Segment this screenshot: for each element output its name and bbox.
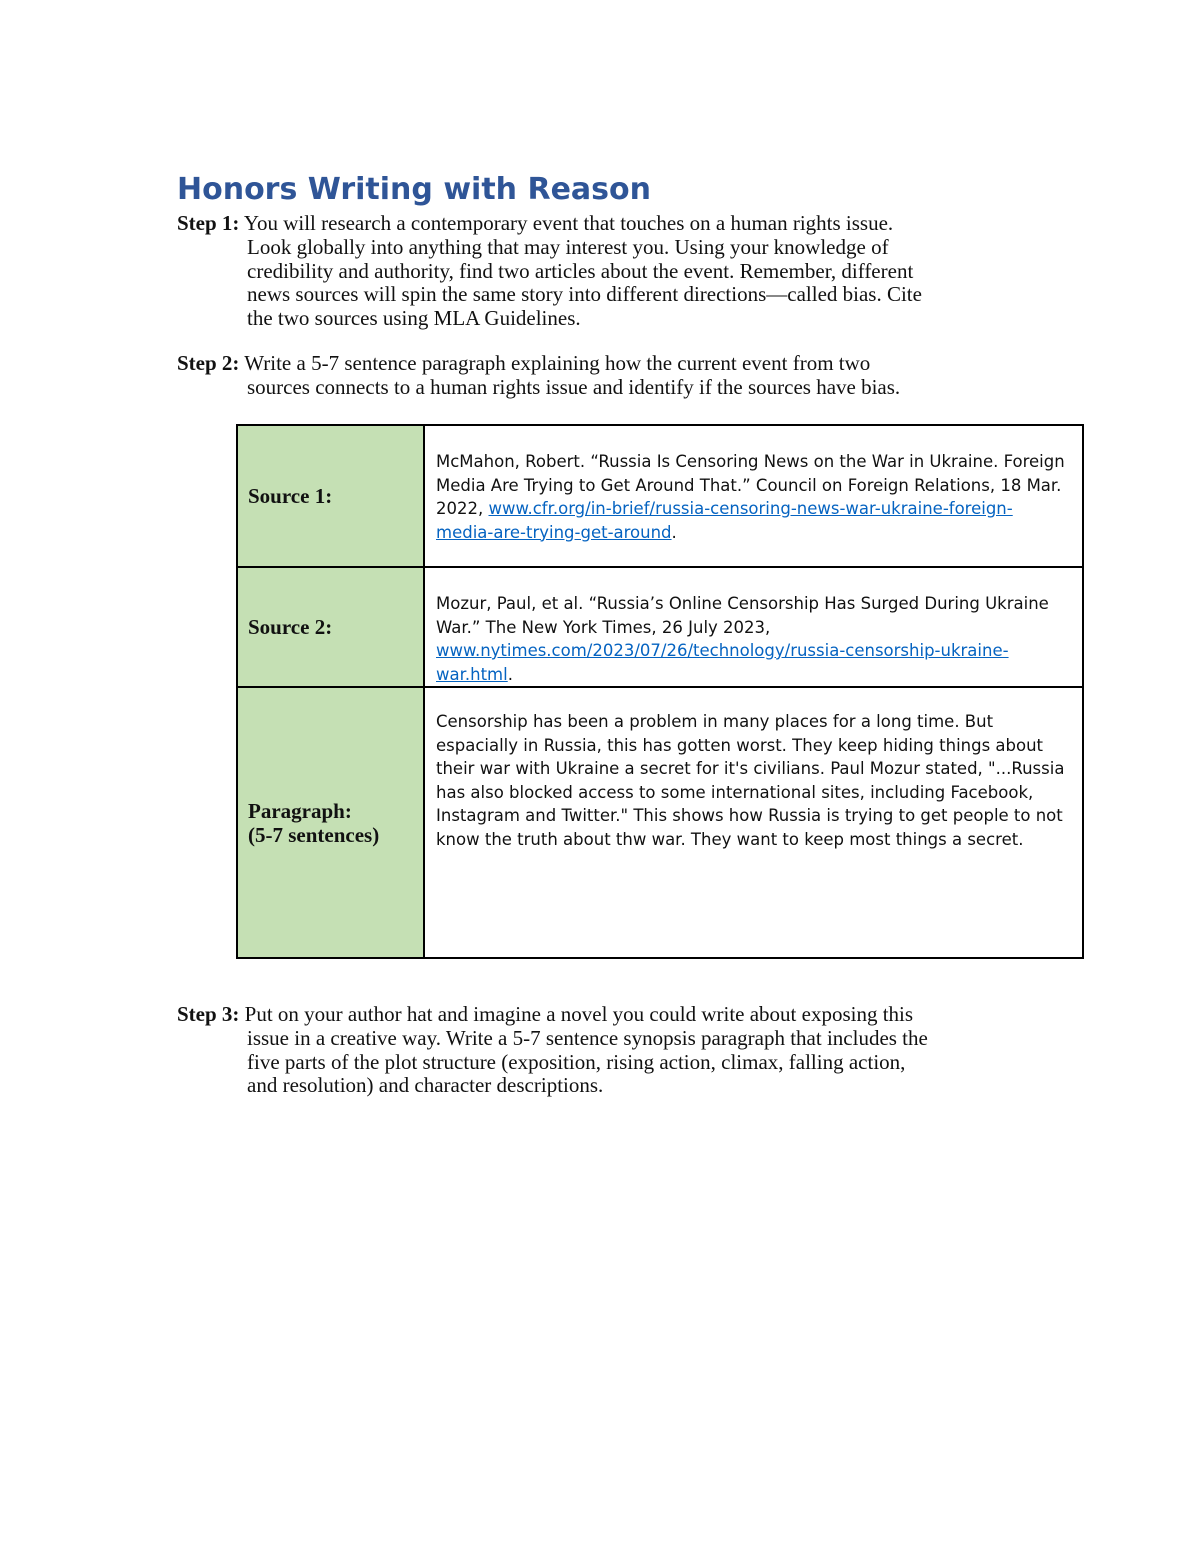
source-2-label: Source 2: — [237, 567, 424, 687]
step-1-line-4: news sources will spin the same story into different directions—called bias. Cite — [247, 282, 922, 307]
source-2-period: . — [507, 664, 513, 684]
source-2-citation — [424, 567, 1083, 687]
page-title: Honors Writing with Reason — [177, 172, 651, 207]
source-1-link[interactable]: www.cfr.org/in-brief/russia-censoring-news-war-ukraine-foreign-media-are-trying-get-around — [436, 499, 1013, 542]
source-2-link[interactable]: www.nytimes.com/2023/07/26/technology/russia-censorship-ukraine-war.html — [436, 641, 1009, 684]
paragraph-text[interactable]: Censorship has been a problem in many places for a long time. But espacially in Russia, this has gotten worst. They keep hiding things about their war with Ukraine a secret for it's civilians. Paul Mozur stated, "...Russia has also blocked access to some international sites, including Facebook, Instagram and Twitter." This shows how Russia is trying to get people to not know the truth about thw war. They want to keep most things a secret. — [424, 687, 1083, 958]
source-2-text: Mozur, Paul, et al. “Russia’s Online Censorship Has Surged During Ukraine War.” The New York Times, 26 July 2023, — [436, 594, 1049, 637]
table-row-paragraph — [237, 687, 1083, 958]
step-2-label: Step 2: — [177, 351, 240, 375]
source-1-period: . — [671, 522, 677, 542]
paragraph-label-line-1: Paragraph: — [248, 798, 352, 823]
step-1-label: Step 1: — [177, 211, 240, 235]
sources-table — [236, 424, 1084, 959]
step-3-line-2: issue in a creative way. Write a 5-7 sentence synopsis paragraph that includes the — [247, 1025, 928, 1050]
step-1 — [177, 212, 1107, 331]
paragraph-label-line-2: (5-7 sentences) — [248, 822, 380, 847]
table-row-source-1 — [237, 425, 1083, 567]
step-3-line-4: and resolution) and character descriptions. — [247, 1073, 604, 1098]
step-3 — [177, 1003, 1107, 1098]
step-1-line-1: Step 1: You will research a contemporary event that touches on a human rights issue. — [177, 211, 894, 235]
step-2-line-2: sources connects to a human rights issue and identify if the sources have bias. — [247, 374, 901, 399]
table-row-source-2 — [237, 567, 1083, 687]
step-2-line-1: Step 2: Write a 5-7 sentence paragraph explaining how the current event from two — [177, 351, 871, 375]
source-1-citation — [424, 425, 1083, 567]
step-3-line-1: Step 3: Put on your author hat and imagine a novel you could write about exposing this — [177, 1002, 914, 1026]
source-1-text: McMahon, Robert. “Russia Is Censoring News on the War in Ukraine. Foreign Media Are Trying to Get Around That.” Council on Foreign Relations, 18 Mar. 2022, — [436, 452, 1065, 518]
step-2 — [177, 352, 1107, 400]
step-1-line-5: the two sources using MLA Guidelines. — [247, 306, 581, 331]
step-3-line-3: five parts of the plot structure (exposition, rising action, climax, falling action, — [247, 1049, 906, 1074]
step-3-label: Step 3: — [177, 1002, 240, 1026]
step-1-line-2: Look globally into anything that may interest you. Using your knowledge of — [247, 234, 889, 259]
step-1-line-3: credibility and authority, find two articles about the event. Remember, different — [247, 258, 914, 283]
source-1-label: Source 1: — [237, 425, 424, 567]
paragraph-label — [237, 687, 424, 958]
